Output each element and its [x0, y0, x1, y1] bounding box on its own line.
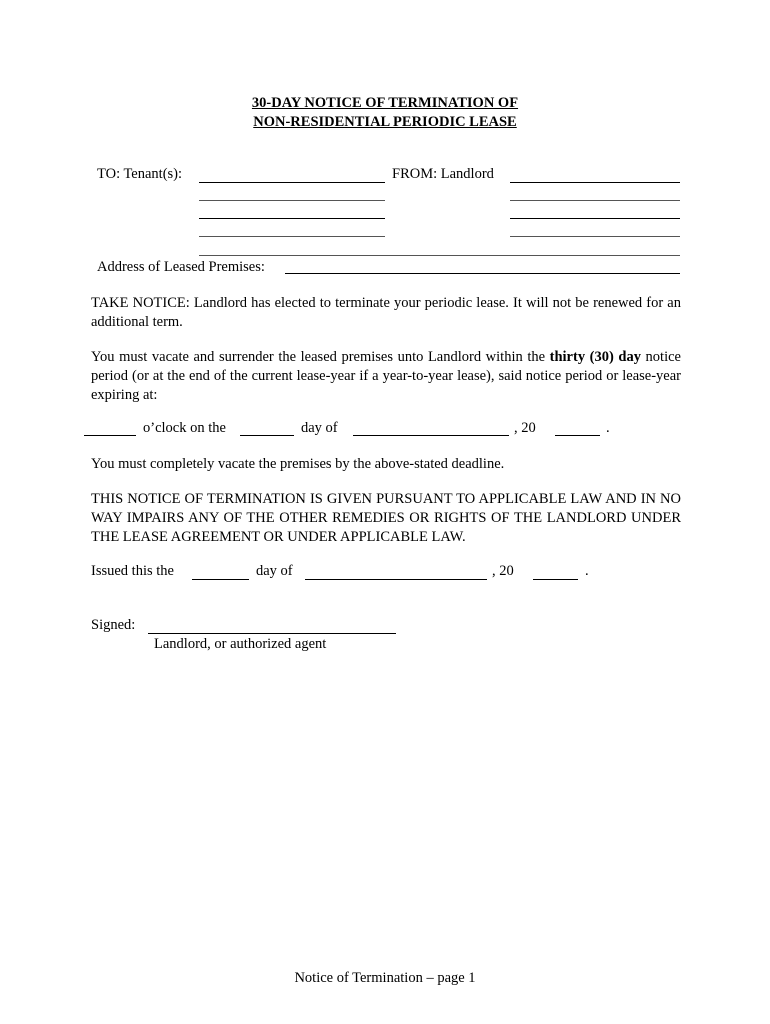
landlord-label: FROM: Landlord — [392, 166, 494, 182]
tenant-name-field-4[interactable] — [199, 236, 385, 237]
vacate-text-before: You must vacate and surrender the leased premises unto Landlord within the — [91, 349, 550, 365]
deadline-month-field[interactable] — [353, 435, 509, 436]
landlord-name-field-3[interactable] — [510, 218, 680, 219]
deadline-hour-field[interactable] — [84, 435, 136, 436]
vacate-period-bold: thirty (30) day — [549, 349, 641, 365]
landlord-name-field-2[interactable] — [510, 200, 680, 201]
vacate-paragraph — [91, 348, 681, 405]
page-footer: Notice of Termination – page 1 — [294, 970, 476, 986]
complete-vacate-text: You must completely vacate the premises by the above-stated deadline. — [91, 456, 505, 472]
issued-year-prefix: , 20 — [492, 563, 514, 579]
legal-notice-paragraph: THIS NOTICE OF TERMINATION IS GIVEN PURSUANT TO APPLICABLE LAW AND IN NO WAY IMPAIRS ANY OF THE OTHER REMEDIES OR RIGHTS OF THE LANDLORD UNDER THE LEASE AGREEMENT OR UNDER APPLICABLE LAW. — [91, 491, 681, 545]
take-notice-paragraph: TAKE NOTICE: Landlord has elected to terminate your periodic lease. It will not be renewed for an additional term. — [91, 295, 681, 330]
document-title-line-2: NON-RESIDENTIAL PERIODIC LEASE — [253, 114, 517, 130]
address-field[interactable] — [285, 273, 680, 274]
signed-label: Signed: — [91, 617, 136, 633]
issued-month-field[interactable] — [305, 579, 487, 580]
landlord-name-field-1[interactable] — [510, 182, 680, 183]
tenant-label: TO: Tenant(s): — [97, 166, 183, 182]
tenant-name-field-2[interactable] — [199, 200, 385, 201]
issued-label: Issued this the — [91, 563, 174, 579]
vacate-text-after: notice period (or at the end of the current lease-year if a year-to-year lease), said notice period or lease-year expiring at: — [91, 349, 681, 403]
tenant-name-field-3[interactable] — [199, 218, 385, 219]
deadline-period: . — [606, 420, 610, 436]
deadline-year-field[interactable] — [555, 435, 600, 436]
address-label: Address of Leased Premises: — [97, 259, 265, 275]
deadline-day-of-label: day of — [301, 420, 338, 436]
signature-field[interactable] — [148, 633, 396, 634]
landlord-name-field-4[interactable] — [510, 236, 680, 237]
issued-day-field[interactable] — [192, 579, 249, 580]
signature-caption: Landlord, or authorized agent — [154, 636, 327, 652]
deadline-day-field[interactable] — [240, 435, 294, 436]
issued-year-field[interactable] — [533, 579, 578, 580]
address-field-upper-line[interactable] — [199, 255, 680, 256]
deadline-year-prefix: , 20 — [514, 420, 536, 436]
tenant-name-field-1[interactable] — [199, 182, 385, 183]
issued-day-of-label: day of — [256, 563, 293, 579]
document-title-line-1: 30-DAY NOTICE OF TERMINATION OF — [251, 95, 519, 111]
issued-period: . — [585, 563, 589, 579]
deadline-oclock-label: o’clock on the — [143, 420, 226, 436]
